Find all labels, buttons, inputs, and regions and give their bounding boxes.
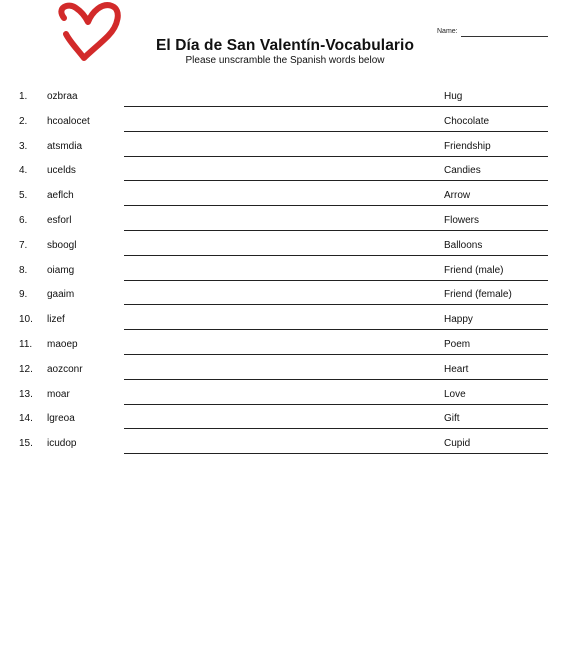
item-number: 5. bbox=[19, 190, 28, 202]
english-word: Chocolate bbox=[444, 115, 490, 127]
page-title: El Día de San Valentín-Vocabulario bbox=[155, 37, 415, 54]
english-word: Flowers bbox=[444, 214, 480, 226]
english-word: Candies bbox=[444, 165, 481, 177]
list-item bbox=[0, 330, 570, 355]
english-word: Arrow bbox=[444, 190, 471, 202]
item-number: 13. bbox=[19, 388, 33, 400]
english-word: Poem bbox=[444, 338, 471, 350]
scrambled-word: lizef bbox=[47, 314, 65, 326]
scrambled-word: lgreoa bbox=[47, 413, 75, 425]
english-word: Hug bbox=[444, 91, 463, 102]
english-word: Happy bbox=[444, 314, 473, 326]
scrambled-word: aozconr bbox=[47, 363, 83, 375]
english-word: Gift bbox=[444, 413, 460, 425]
english-word: Friendship bbox=[444, 140, 491, 152]
item-number: 4. bbox=[19, 165, 28, 177]
item-number: 8. bbox=[19, 264, 28, 276]
list-item bbox=[0, 107, 570, 132]
scrambled-word: aeflch bbox=[47, 190, 74, 202]
name-label: Name: bbox=[437, 28, 458, 35]
list-item bbox=[0, 429, 570, 454]
scrambled-word: maoep bbox=[47, 338, 78, 350]
item-number: 1. bbox=[19, 91, 28, 102]
scrambled-word: hcoalocet bbox=[47, 115, 90, 127]
english-word: Friend (male) bbox=[444, 264, 504, 276]
list-item bbox=[0, 206, 570, 231]
item-number: 15. bbox=[19, 438, 33, 450]
scrambled-word: ucelds bbox=[47, 165, 76, 177]
list-item bbox=[0, 156, 570, 181]
scrambled-word: atsmdia bbox=[47, 140, 83, 152]
item-number: 9. bbox=[19, 289, 28, 301]
list-item bbox=[0, 231, 570, 256]
scrambled-word: moar bbox=[47, 388, 70, 400]
item-number: 10. bbox=[19, 314, 33, 326]
vocabulary-list bbox=[0, 82, 570, 454]
list-item bbox=[0, 404, 570, 429]
list-item bbox=[0, 132, 570, 157]
item-number: 2. bbox=[19, 115, 28, 127]
list-item bbox=[0, 280, 570, 305]
scrambled-word: sboogl bbox=[47, 239, 77, 251]
item-number: 7. bbox=[19, 239, 28, 251]
english-word: Cupid bbox=[444, 438, 471, 450]
item-number: 12. bbox=[19, 363, 33, 375]
item-number: 14. bbox=[19, 413, 33, 425]
item-number: 3. bbox=[19, 140, 28, 152]
list-item bbox=[0, 82, 570, 107]
list-item bbox=[0, 256, 570, 281]
scrambled-word: oiamg bbox=[47, 264, 75, 276]
list-item bbox=[0, 380, 570, 405]
english-word: Balloons bbox=[444, 239, 483, 251]
english-word: Friend (female) bbox=[444, 289, 512, 301]
list-item bbox=[0, 305, 570, 330]
english-word: Heart bbox=[444, 363, 469, 375]
list-item bbox=[0, 355, 570, 380]
list-item bbox=[0, 181, 570, 206]
english-word: Love bbox=[444, 388, 466, 400]
answer-line[interactable] bbox=[124, 453, 548, 454]
scrambled-word: icudop bbox=[47, 438, 77, 450]
scrambled-word: ozbraa bbox=[47, 91, 78, 102]
item-number: 6. bbox=[19, 214, 28, 226]
page-subtitle: Please unscramble the Spanish words below bbox=[185, 55, 385, 66]
scrambled-word: gaaim bbox=[47, 289, 75, 301]
scrambled-word: esforl bbox=[47, 214, 72, 226]
item-number: 11. bbox=[19, 338, 33, 350]
